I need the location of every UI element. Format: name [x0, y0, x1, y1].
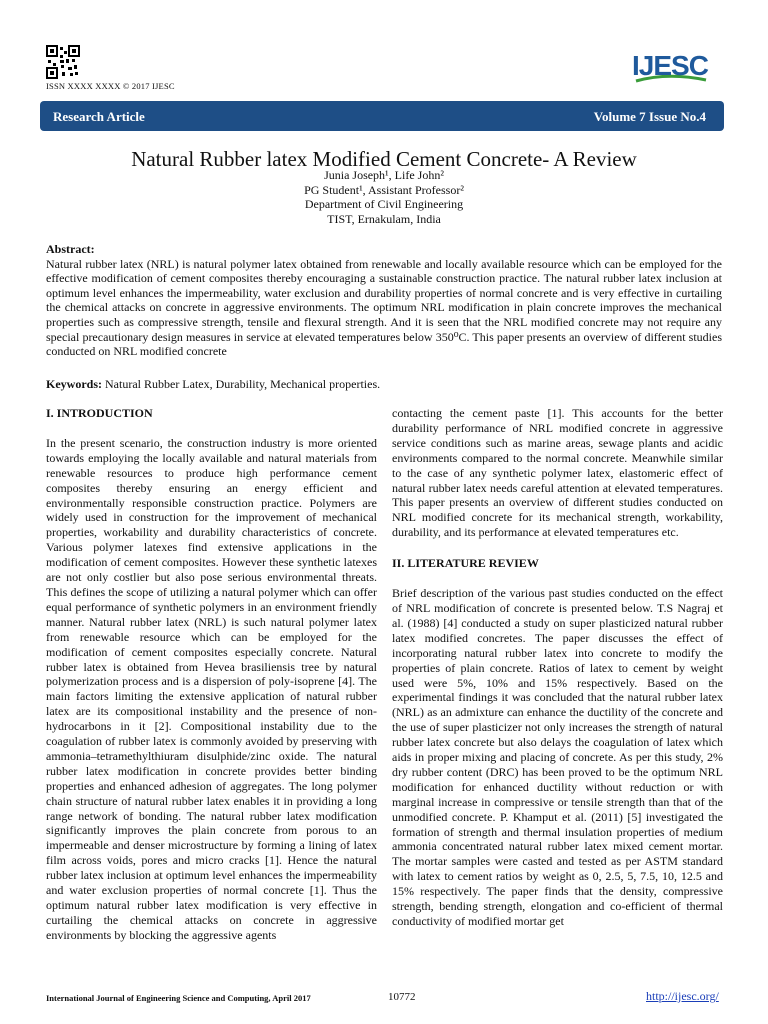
footer-journal: International Journal of Engineering Science and Computing, April 2017 [46, 993, 311, 1003]
abstract-label: Abstract: [46, 242, 95, 256]
footer-page-number: 10772 [388, 991, 416, 1003]
abstract-text: Natural rubber latex (NRL) is natural polymer latex obtained from renewable and locally available resource which can be employed for the effective modification of cement composites thereby encouraging a sustainable construction practice. The natural rubber latex inclusion at optimum level enhances the impermeability, water exclusion and durability properties of normal concrete and is very effective in curtailing the chemical attacks on concrete in aggressive environments. The optimum NRL modification in plain concrete improves the mechanical properties such as compressive strength, tensile and flexural strength. And it is seen that the NRL modified concrete may not require any special precautionary design measures in service at elevated temperatures below 350⁰C. This paper presents an overview of different studies conducted on NRL modified concrete [46, 256, 722, 359]
literature-review-text: Brief description of the various past studies conducted on the effect of NRL modification of concrete is presented below. T.S Nagraj et al. (1988) [4] conducted a study on super plasticized natural rubber latex modified concretes. The paper discusses the effect of incorporating natural rubber latex into concrete to modify the properties of plain concrete. Ratios of latex to cement by weight used were 5%, 10% and 15% respectively. Based on the experimental findings it was concluded that the natural rubber latex (NRL) as an admixture can enhance the ductility of the concrete and the use of super plasticizer not only increases the strength of natural rubber latex concrete but also delays the coagulation of latex which aids in proper mixing and placing of concrete. As per this study, 2% dry rubber content (DRC) has been proved to be the optimum NRL modification for enhanced ductility without reduction or with marginal increase in compressive or tensile strength than that of the unmodified concrete. P. Khamput et al. (2011) [5] investigated the formation of strength and thermal insulation properties of medium ammonia concentrated natural rubber latex mixed cement mortar. The mortar samples were casted and tested as per ASTM standard with latex to cement ratios by weight as 0, 2.5, 5, 7.5, 10, 12.5 and 15% respectively. The paper finds that the density, compressive strength, bending strength, elongation and co-efficient of thermal conductivity of modified mortar get [392, 586, 723, 928]
abstract [46, 242, 722, 359]
introduction-continued: contacting the cement paste [1]. This accounts for the better durability performance of NRL modified concrete in aggressive service conditions such as marine areas, sewage plants and acidic environments compared to the normal concrete. Meanwhile similar to the case of any synthetic polymer latex, elastomeric effect of natural rubber latex needs careful attention at elevated temperatures. This paper presents an overview of different studies conducted on NRL modified concrete for its mechanical strength, workability, durability, and its performance at elevated temperatures etc. [392, 406, 723, 540]
department: Department of Civil Engineering [304, 197, 464, 211]
keywords-label: Keywords: [46, 377, 102, 391]
section-heading-literature-review: II. LITERATURE REVIEW [392, 556, 539, 571]
issn-line: ISSN XXXX XXXX © 2017 IJESC [46, 81, 175, 91]
affiliation: TIST, Ernakulam, India [327, 211, 441, 226]
author-roles: PG Student¹, Assistant Professor² [304, 182, 464, 197]
keywords-text: Natural Rubber Latex, Durability, Mechanical properties. [105, 377, 381, 391]
article-banner [40, 101, 724, 131]
authors: Junia Joseph¹, Life John² [324, 168, 444, 182]
keywords [46, 377, 722, 392]
logo-text: IJESC [632, 50, 708, 81]
paper-title: Natural Rubber latex Modified Cement Concrete- A Review [131, 147, 637, 171]
section-heading-introduction: I. INTRODUCTION [46, 406, 153, 420]
volume-issue: Volume 7 Issue No.4 [593, 109, 706, 124]
qr-code-icon [46, 45, 80, 79]
article-type: Research Article [53, 109, 145, 124]
journal-logo [628, 52, 710, 86]
column-left [46, 406, 377, 943]
footer-url-link[interactable]: http://ijesc.org/ [646, 989, 719, 1003]
author-block [0, 168, 768, 226]
introduction-text: In the present scenario, the construction industry is more oriented towards employing the locally available and natural materials from renewable resources to produce high performance cement composites thereby ensuring an energy efficient and environmentally responsible construction practice. Polymers are widely used in construction for the improvement of mechanical properties, workability and durability characteristics of concrete. Various polymer latexes find extensive applications in the modification of cement composites. However these synthetic latexes are not only costlier but also pose serious environmental threats. This defines the scope of utilizing a natural polymer which can offer equal performance of synthetic polymers in an environment friendly manner. Natural rubber latex (NRL) is such natural polymer latex from renewable resource which can be employed for the modification of cement composites especially concrete. Natural rubber latex is obtained from Hevea brasiliensis tree by natural polymerization process and is a dispersion of poly-isoprene [4]. The main factors limiting the extensive application of natural rubber latex are its compositional instability and the presence of non- hydrocarbons in it [2]. Compositional instability due to the coagulation of rubber latex is commonly avoided by preserving with ammonia–tetramethylthiuram disulphide/zinc oxide. The natural rubber latex modification in concrete provides better binding properties and enhanced adhesion of aggregates. The long polymer chain structure of natural rubber latex enables it in providing a long range network of bonding. The natural rubber latex modification significantly improves the plain concrete from porous to an impermeable and denser microstructure by forming a lining of latex film across voids, pores and micro cracks [1]. Hence the natural rubber latex inclusion at optimum level enhances the impermeability and water exclusion properties of normal concrete [1]. Thus the optimum natural rubber latex modification is very effective in curtailing the chemical attacks on concrete in aggressive environments by blocking the aggressive agents [46, 435, 377, 942]
column-right [392, 406, 723, 929]
